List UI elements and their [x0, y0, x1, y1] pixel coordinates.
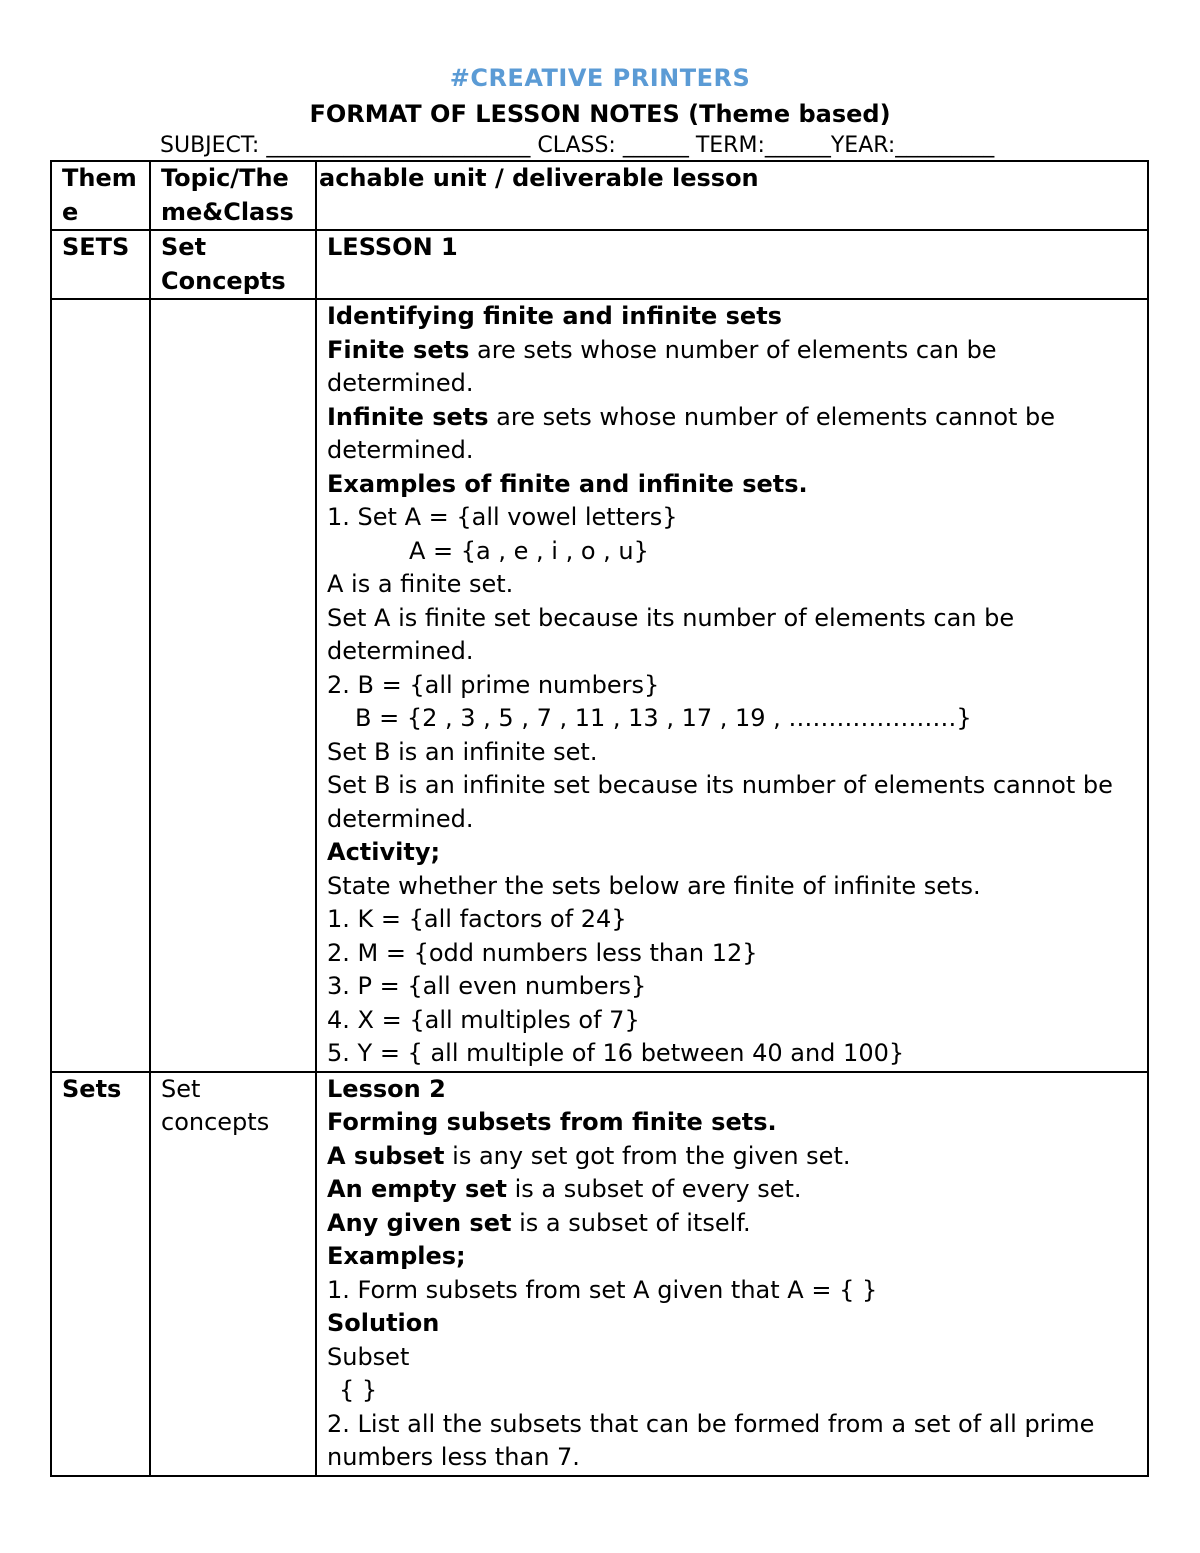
topic-cell: Set Concepts [150, 230, 316, 299]
activity-item: 5. Y = { all multiple of 16 between 40 and 100} [327, 1039, 905, 1067]
table-row-lesson-2 [51, 1072, 1148, 1476]
example-1-reason: Set A is finite set because its number of elements can be determined. [327, 603, 1015, 665]
lesson-1-content [316, 299, 1148, 1072]
example-2-set: 2. B = {all prime numbers} [327, 670, 660, 699]
lesson-2-content [316, 1072, 1148, 1476]
subset-definition: A subset is any set got from the given set. [327, 1141, 851, 1170]
lesson-1-heading: Identifying finite and infinite sets [327, 302, 782, 330]
brand-heading: #CREATIVE PRINTERS [449, 64, 751, 92]
example-1-elements: A = {a , e , i , o , u} [409, 536, 649, 565]
activity-item: 4. X = {all multiples of 7} [327, 1005, 640, 1034]
infinite-definition: Infinite sets are sets whose number of elements cannot be determined. [327, 402, 1056, 464]
given-set-definition: Any given set is a subset of itself. [327, 1208, 751, 1237]
header-lesson: achable unit / deliverable lesson [316, 161, 1148, 230]
subset-label: Subset [327, 1342, 410, 1371]
subject-class-term-year-line: SUBJECT: ________________________ CLASS: ______ TERM:______YEAR:_________ [160, 133, 995, 158]
header-theme: Them e [51, 161, 150, 230]
solution-heading: Solution [327, 1309, 440, 1337]
activity-instruction: State whether the sets below are finite of infinite sets. [327, 871, 981, 900]
lesson-2-example-1: 1. Form subsets from set A given that A = { } [327, 1275, 878, 1304]
example-2-elements: B = {2 , 3 , 5 , 7 , 11 , 13 , 17 , 19 , …………………} [355, 704, 972, 732]
lesson-2-example-2: 2. List all the subsets that can be formed from a set of all prime numbers less than 7. [327, 1409, 1095, 1471]
empty-theme-cell [51, 299, 150, 1072]
activity-item: 1. K = {all factors of 24} [327, 905, 627, 933]
empty-set-definition: An empty set is a subset of every set. [327, 1175, 802, 1203]
example-1-set: 1. Set A = {all vowel letters} [327, 503, 678, 531]
topic-cell: Set concepts [150, 1072, 316, 1476]
example-1-conclusion: A is a finite set. [327, 570, 514, 598]
lesson-2-heading: Forming subsets from finite sets. [327, 1108, 777, 1136]
document-title: FORMAT OF LESSON NOTES (Theme based) [309, 100, 891, 128]
table-header-row [51, 161, 1148, 230]
example-2-reason: Set B is an infinite set because its number of elements cannot be determined. [327, 771, 1113, 833]
finite-definition: Finite sets are sets whose number of elements can be determined. [327, 335, 997, 397]
activity-heading: Activity; [327, 838, 441, 866]
table-row-lesson-1-title [51, 230, 1148, 299]
table-row-lesson-1-content [51, 299, 1148, 1072]
activity-item: 3. P = {all even numbers} [327, 972, 647, 1000]
theme-cell: SETS [51, 230, 150, 299]
empty-topic-cell [150, 299, 316, 1072]
subset-value: { } [339, 1376, 378, 1404]
lesson-notes-table [50, 160, 1149, 1477]
activity-item: 2. M = {odd numbers less than 12} [327, 938, 758, 967]
header-topic: Topic/The me&Class [150, 161, 316, 230]
examples-heading: Examples; [327, 1242, 466, 1270]
example-2-conclusion: Set B is an infinite set. [327, 737, 598, 766]
lesson-title-cell: LESSON 1 [316, 230, 1148, 299]
lesson-2-title: Lesson 2 [327, 1074, 446, 1103]
theme-cell: Sets [51, 1072, 150, 1476]
examples-heading: Examples of finite and infinite sets. [327, 469, 808, 498]
